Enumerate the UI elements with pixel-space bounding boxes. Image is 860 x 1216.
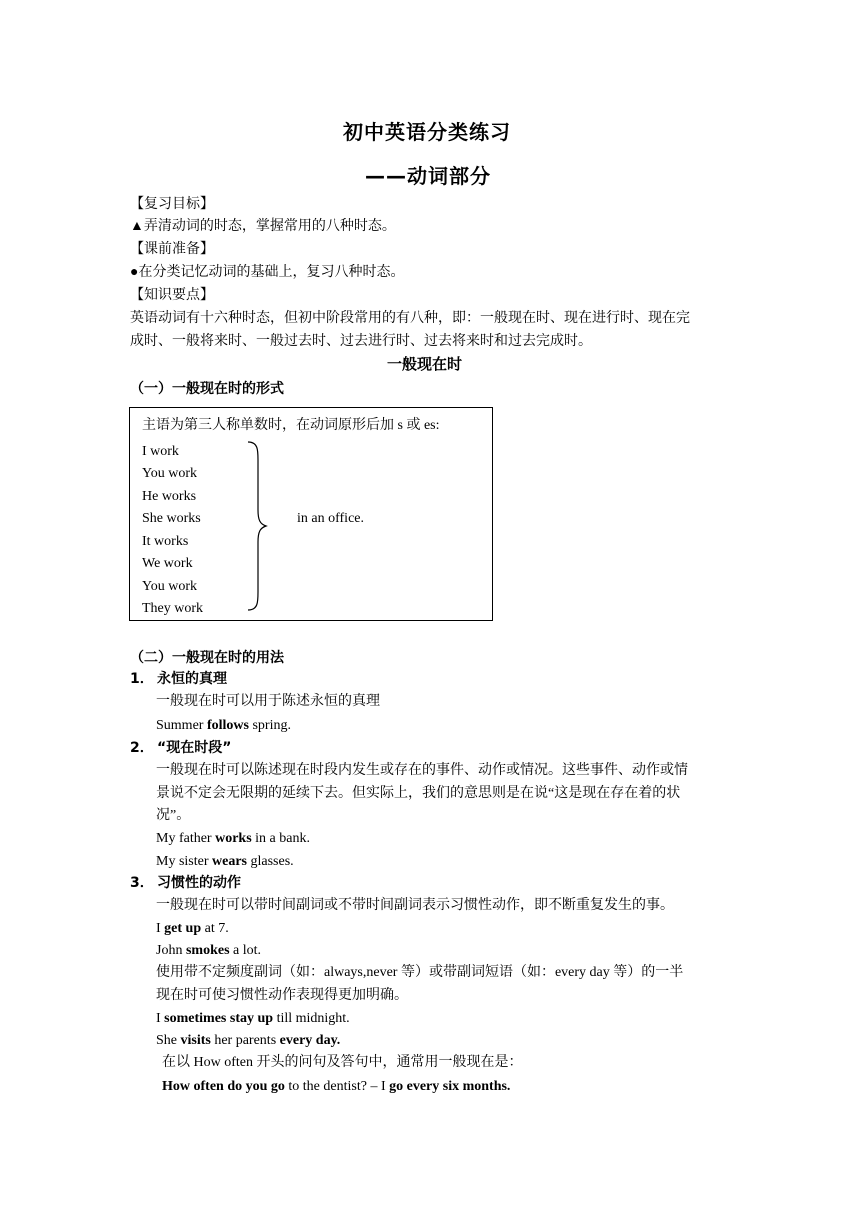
section-title: 一般现在时 (387, 355, 463, 373)
usage-1-example: Summer follows spring. (156, 718, 291, 733)
usage-3-example-2: John smokes a lot. (156, 943, 262, 958)
page-title: 初中英语分类练习 (343, 120, 511, 144)
conjugation-row: He works (142, 489, 197, 504)
usage-3-desc3: 在以 How often 开头的问句及答句中，通常用一般现在是： (162, 1055, 523, 1070)
box-suffix: in an office. (297, 511, 364, 526)
review-goal-heading: 【复习目标】 (130, 197, 214, 212)
prep-heading: 【课前准备】 (130, 242, 214, 257)
usage-heading: （二）一般现在时的用法 (130, 650, 284, 666)
usage-3-example-4: She visits her parents every day. (156, 1033, 341, 1048)
conjugation-row: You work (142, 466, 197, 481)
prep-text: ●在分类记忆动词的基础上，复习八种时态。 (130, 265, 405, 280)
conjugation-box (129, 407, 493, 621)
page-subtitle: ——动词部分 (365, 164, 491, 188)
usage-2-number: 2． (130, 740, 154, 756)
usage-1-number: 1． (130, 671, 154, 687)
usage-1-title: 永恒的真理 (157, 671, 227, 687)
usage-3-number: 3． (130, 875, 154, 891)
review-goal-text: ▲弄清动词的时态，掌握常用的八种时态。 (130, 219, 396, 234)
conjugation-row: She works (142, 511, 201, 526)
usage-2-desc-line2: 景说不定会无限期的延续下去。但实际上，我们的意思则是在说“这是现在存在着的状 (156, 786, 681, 801)
usage-2-desc-line3: 况”。 (156, 808, 191, 823)
points-text-line2: 成时、一般将来时、一般过去时、过去进行时、过去将来时和过去完成时。 (130, 334, 592, 349)
usage-3-example-3: I sometimes stay up till midnight. (156, 1011, 350, 1026)
usage-2-example-2: My sister wears glasses. (156, 854, 294, 869)
usage-2-title: “现在时段” (157, 740, 232, 756)
usage-2-example-1: My father works in a bank. (156, 831, 310, 846)
usage-3-example-1: I get up at 7. (156, 921, 229, 936)
conjugation-row: It works (142, 534, 189, 549)
points-text-line1: 英语动词有十六种时态，但初中阶段常用的有八种，即：一般现在时、现在进行时、现在完 (130, 311, 690, 326)
conjugation-row: I work (142, 444, 179, 459)
box-note: 主语为第三人称单数时，在动词原形后加 s 或 es: (142, 418, 440, 433)
form-heading: （一）一般现在时的形式 (130, 381, 284, 397)
conjugation-row: You work (142, 579, 197, 594)
usage-3-desc2-line2: 现在时可使习惯性动作表现得更加明确。 (156, 988, 408, 1003)
usage-1-desc: 一般现在时可以用于陈述永恒的真理 (156, 694, 380, 709)
curly-brace-icon (242, 440, 270, 612)
conjugation-row: They work (142, 601, 204, 616)
usage-3-desc: 一般现在时可以带时间副词或不带时间副词表示习惯性动作，即不断重复发生的事。 (156, 898, 674, 913)
points-heading: 【知识要点】 (130, 288, 214, 303)
usage-3-example-5: How often do you go to the dentist? – I go every six months. (162, 1079, 511, 1094)
conjugation-row: We work (142, 556, 193, 571)
usage-3-desc2-line1: 使用带不定频度副词（如：always,never 等）或带副词短语（如：every day 等）的一半 (156, 965, 684, 980)
usage-2-desc-line1: 一般现在时可以陈述现在时段内发生或存在的事件、动作或情况。这些事件、动作或情 (156, 763, 688, 778)
usage-3-title: 习惯性的动作 (157, 875, 241, 891)
